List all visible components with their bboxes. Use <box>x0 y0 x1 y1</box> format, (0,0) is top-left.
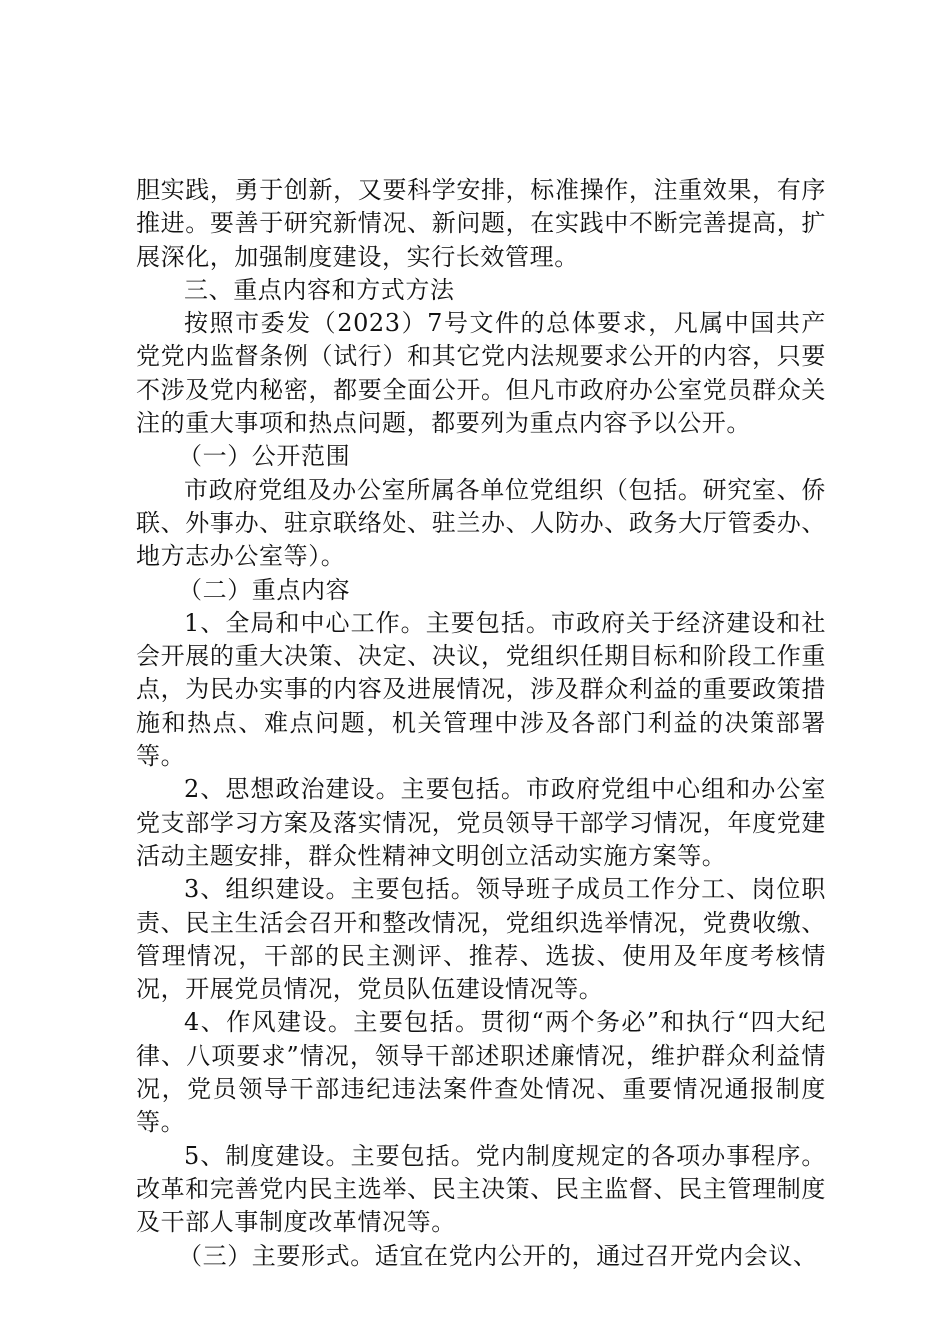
paragraph-item-2: 2、思想政治建设。主要包括。市政府党组中心组和办公室党支部学习方案及落实情况，党员领导干部学习情况，年度党建活动主题安排，群众性精神文明创立活动实施方案等。 <box>136 775 826 870</box>
paragraph-item-4: 4、作风建设。主要包括。贯彻“两个务必”和执行“四大纪律、八项要求”情况，领导干部述职述廉情况，维护群众利益情况，党员领导干部违纪违法案件查处情况、重要情况通报制度等。 <box>136 1008 826 1137</box>
paragraph-requirements: 按照市委发（2023）7号文件的总体要求，凡属中国共产党党内监督条例（试行）和其它党内法规要求公开的内容，只要不涉及党内秘密，都要全面公开。但凡市政府办公室党员群众关注的重大事项和热点问题，都要列为重点内容予以公开。 <box>136 309 826 438</box>
paragraph-forms: （三）主要形式。适宜在党内公开的，通过召开党内会议、 <box>178 1241 818 1270</box>
paragraph-item-3: 3、组织建设。主要包括。领导班子成员工作分工、岗位职责、民主生活会召开和整改情况，党组织选举情况，党费收缴、管理情况，干部的民主测评、推荐、选拔、使用及年度考核情况，开展党员情况，党员队伍建设情况等。 <box>136 875 826 1004</box>
paragraph-item-1: 1、全局和中心工作。主要包括。市政府关于经济建设和社会开展的重大决策、决定、决议，党组织任期目标和阶段工作重点，为民办实事的内容及进展情况，涉及群众利益的重要政策措施和热点、难点问题，机关管理中涉及各部门利益的决策部署等。 <box>136 608 826 771</box>
subheading-scope: （一）公开范围 <box>178 442 351 471</box>
paragraph-item-5: 5、制度建设。主要包括。党内制度规定的各项办事程序。改革和完善党内民主选举、民主决策、民主监督、民主管理制度及干部人事制度改革情况等。 <box>136 1141 826 1237</box>
paragraph-scope: 市政府党组及办公室所属各单位党组织（包括。研究室、侨联、外事办、驻京联络处、驻兰办、人防办、政务大厅管委办、地方志办公室等）。 <box>136 475 826 571</box>
subheading-key-content: （二）重点内容 <box>178 575 351 604</box>
section-heading-3: 三、重点内容和方式方法 <box>184 275 455 304</box>
document-body <box>136 174 826 1273</box>
paragraph-continuation: 胆实践，勇于创新，又要科学安排，标准操作，注重效果，有序推进。要善于研究新情况、新问题，在实践中不断完善提高，扩展深化，加强制度建设，实行长效管理。 <box>136 176 826 271</box>
